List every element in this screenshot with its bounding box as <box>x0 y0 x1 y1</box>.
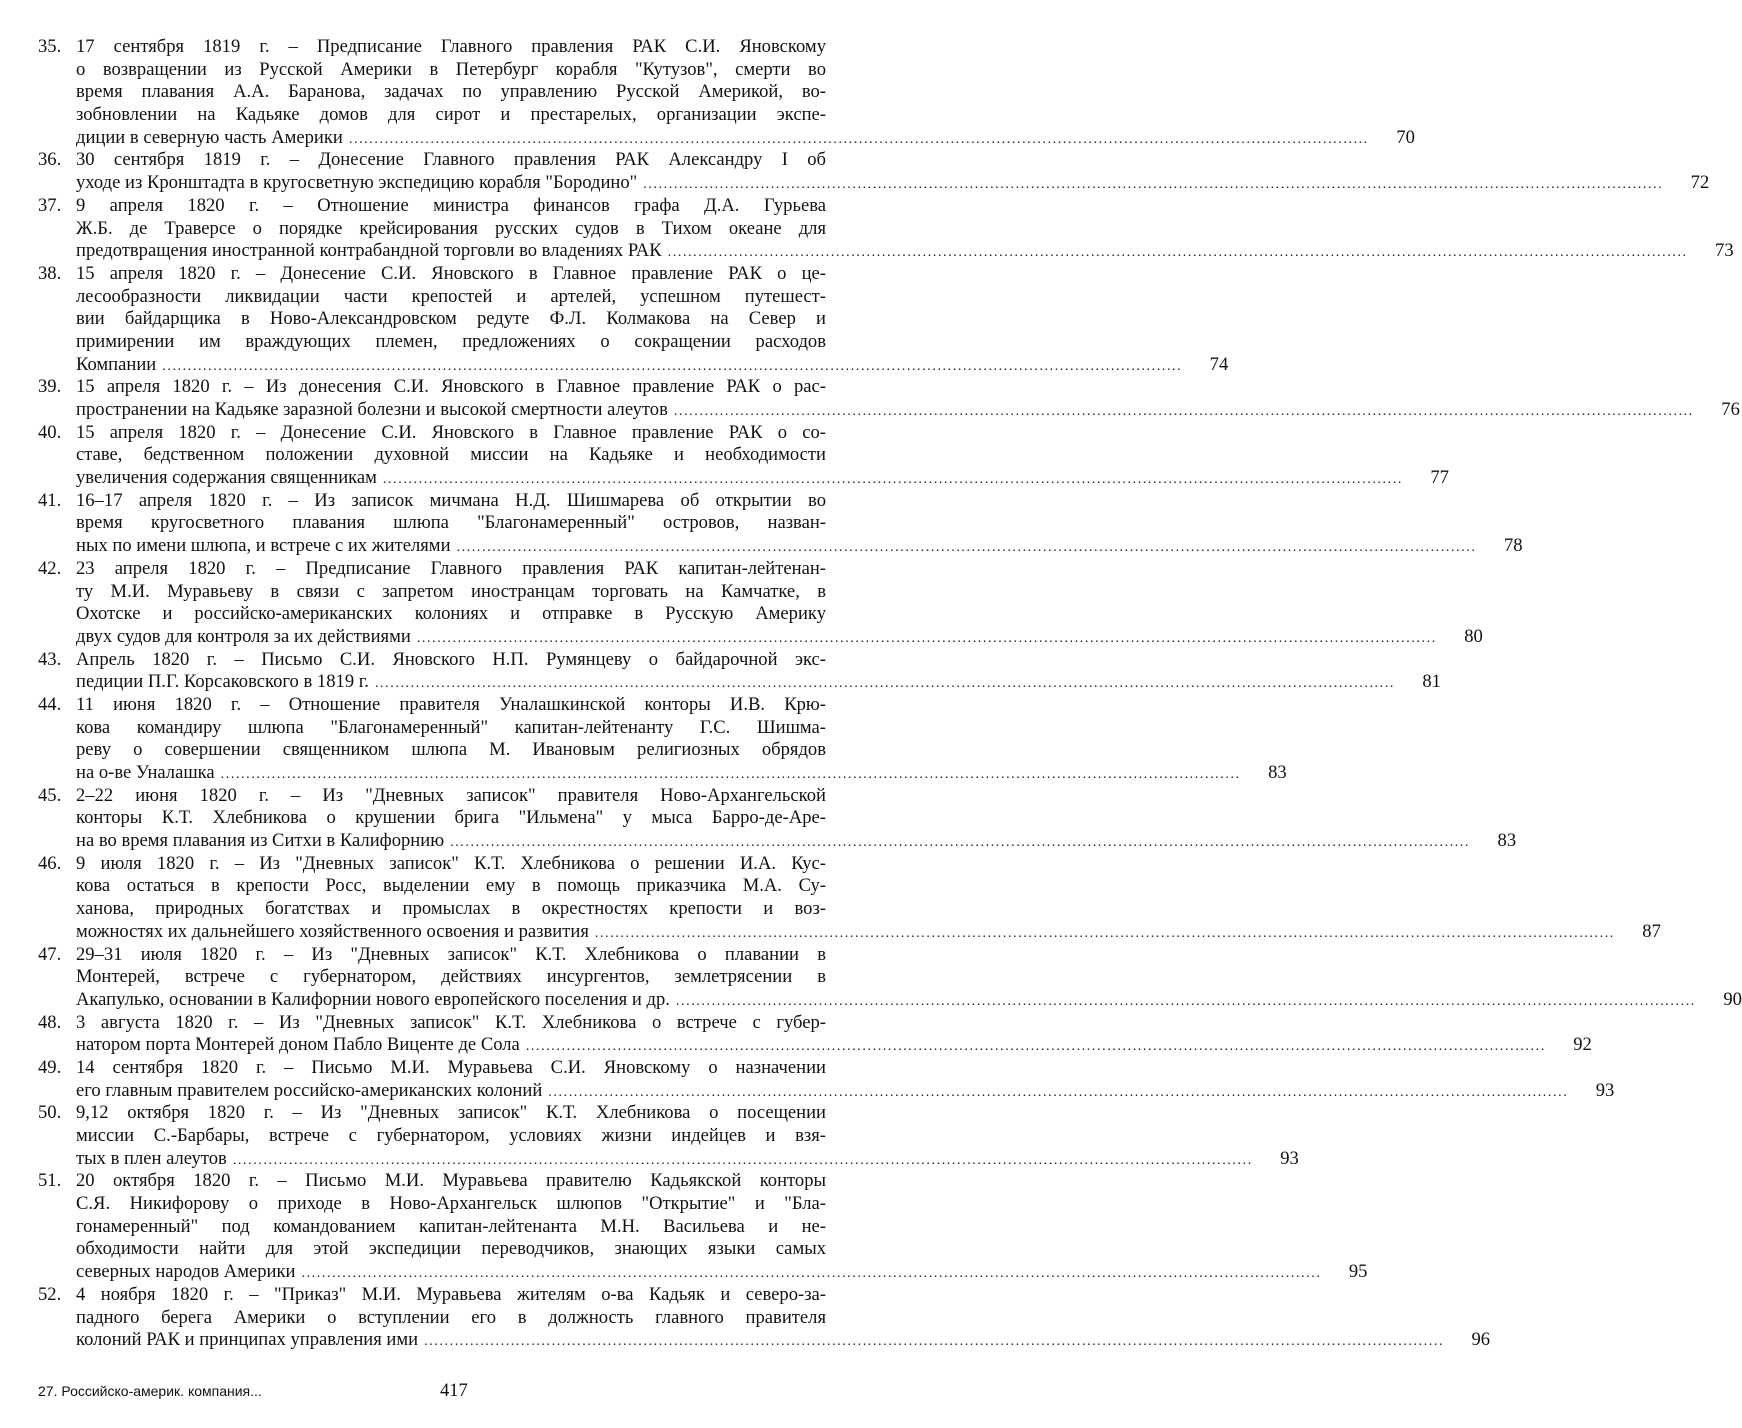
toc-entry <box>38 943 1742 1012</box>
entry-line: ту М.И. Муравьеву в связи с запретом иностранцам торговать на Камчатке, в <box>76 580 826 602</box>
entry-line: предотвращения иностранной контрабандной торговли во владениях РАК <box>76 240 662 262</box>
entry-text <box>76 421 1449 490</box>
entry-last-line <box>76 240 1734 263</box>
dot-leader: ........................................................................................................................................................................................................ <box>374 676 1395 692</box>
toc-entry <box>38 1056 1615 1102</box>
entry-line: тых в плен алеутов <box>76 1147 227 1169</box>
dot-leader: ........................................................................................................................................................................................................ <box>456 540 1477 556</box>
entry-page-number: 87 <box>1642 920 1661 942</box>
entry-page-number: 70 <box>1396 126 1415 148</box>
entry-line: уходе из Кронштадта в кругосветную экспедицию корабля "Бородино" <box>76 172 638 194</box>
entry-line: северных народов Америки <box>76 1261 296 1283</box>
dot-leader: ........................................................................................................................................................................................................ <box>675 993 1696 1009</box>
entry-line: Монтерей, встрече с губернатором, действиях инсургентов, землетрясении в <box>76 966 826 988</box>
dot-leader: ........................................................................................................................................................................................................ <box>673 404 1694 419</box>
entry-last-line <box>76 920 1661 944</box>
entry-line: 14 сентября 1820 г. – Письмо М.И. Муравьева С.И. Яновскому о назначении <box>76 1056 826 1078</box>
entry-line: падного берега Америки о вступлении его в должность главного правителя <box>76 1306 826 1328</box>
page-number: 417 <box>440 1381 468 1401</box>
table-of-contents <box>38 36 1742 1352</box>
toc-entry <box>38 194 1734 263</box>
entry-line: С.Я. Никифорову о приходе в Ново-Архангельск шлюпов "Открытие" и "Бла- <box>76 1193 826 1215</box>
entry-line: Апрель 1820 г. – Письмо С.И. Яновского Н.П. Румянцеву о байдарочной экс- <box>76 648 826 670</box>
entry-line: 3 августа 1820 г. – Из "Дневных записок" К.Т. Хлебникова о встрече с губер- <box>76 1011 826 1033</box>
entry-text <box>76 648 1441 694</box>
entry-line: на о-ве Уналашка <box>76 762 215 783</box>
entry-line: Компании <box>76 353 157 375</box>
entry-line: на во время плавания из Ситхи в Калифорнию <box>76 830 445 852</box>
entry-line: 11 июня 1820 г. – Отношение правителя Уналашкинской конторы И.В. Крю- <box>76 693 826 715</box>
toc-entry <box>38 149 1710 194</box>
entry-line: обходимости найти для этой экспедиции переводчиков, знающих языки самых <box>76 1238 826 1260</box>
entry-page-number: 83 <box>1497 830 1517 852</box>
entry-number: 38. <box>38 262 62 284</box>
entry-line: Акапулько, основании в Калифорнии нового европейского поселения и др. <box>76 988 670 1010</box>
entry-number: 46. <box>38 852 62 874</box>
entry-line: 4 ноября 1820 г. – "Приказ" М.И. Муравьева жителям о-ва Кадьяк и северо-за- <box>76 1283 826 1305</box>
entry-line: Охотске и российско-американских колониях и отправке в Русскую Америку <box>76 603 826 625</box>
entry-last-line <box>76 172 1710 195</box>
entry-page-number: 95 <box>1348 1261 1368 1283</box>
entry-page-number: 72 <box>1690 172 1710 194</box>
entry-last-line <box>76 830 1517 853</box>
entry-number: 41. <box>38 489 62 511</box>
dot-leader: ........................................................................................................................................................................................................ <box>162 358 1183 374</box>
entry-line: 30 сентября 1819 г. – Донесение Главного правления РАК Александру I об <box>76 149 826 171</box>
toc-entry <box>38 376 1740 421</box>
entry-number: 48. <box>38 1011 62 1033</box>
entry-line: зобновлении на Кадьяке домов для сирот и престарелых, организации экспе- <box>76 104 826 126</box>
dot-leader: ........................................................................................................................................................................................................ <box>348 131 1369 147</box>
toc-entry <box>38 1102 1299 1170</box>
entry-number: 49. <box>38 1056 62 1078</box>
entry-line: 16–17 апреля 1820 г. – Из записок мичмана Н.Д. Шишмарева об открытии во <box>76 489 826 511</box>
entry-line: 23 апреля 1820 г. – Предписание Главного правления РАК капитан-лейтенан- <box>76 557 826 579</box>
entry-number: 43. <box>38 648 62 670</box>
entry-last-line <box>76 988 1742 1012</box>
entry-page-number: 78 <box>1503 535 1523 557</box>
entry-last-line <box>76 762 1287 785</box>
dot-leader: ........................................................................................................................................................................................................ <box>450 835 1471 851</box>
entry-line: пространении на Кадьяке заразной болезни и высокой смертности алеутов <box>76 399 668 420</box>
entry-line: натором порта Монтерей доном Пабло Виценте де Сола <box>76 1034 520 1056</box>
dot-leader: ........................................................................................................................................................................................................ <box>667 245 1688 261</box>
entry-number: 47. <box>38 943 62 965</box>
entry-page-number: 92 <box>1573 1034 1592 1056</box>
entry-last-line <box>76 467 1449 490</box>
entry-last-line <box>76 126 1415 150</box>
entry-number: 50. <box>38 1102 62 1124</box>
entry-number: 42. <box>38 557 62 579</box>
entry-number: 35. <box>38 36 62 57</box>
entry-page-number: 73 <box>1715 240 1734 262</box>
toc-entry <box>38 1283 1491 1352</box>
dot-leader: ........................................................................................................................................................................................................ <box>232 1152 1253 1168</box>
dot-leader: ........................................................................................................................................................................................................ <box>548 1084 1569 1100</box>
entry-number: 45. <box>38 784 62 806</box>
entry-line: реву о совершении священником шлюпа М. Ивановым религиозных обрядов <box>76 739 826 761</box>
entry-line: вии байдарщика в Ново-Александровском редуте Ф.Л. Колмакова на Север и <box>76 308 826 330</box>
entry-page-number: 93 <box>1595 1079 1615 1101</box>
entry-line: время плавания А.А. Баранова, задачах по управлению Русской Америкой, во- <box>76 81 826 103</box>
entry-text <box>76 149 1710 194</box>
entry-text <box>76 693 1287 785</box>
entry-line: ханова, природных богатствах и промыслах в окрестностях крепости и воз- <box>76 898 826 920</box>
entry-number: 37. <box>38 194 62 216</box>
dot-leader: ........................................................................................................................................................................................................ <box>220 767 1241 782</box>
entry-line: можностях их дальнейшего хозяйственного освоения и развития <box>76 920 589 942</box>
entry-text <box>76 1283 1491 1352</box>
entry-line: миссии С.-Барбары, встрече с губернатором, условиях жизни индейцев и взя- <box>76 1125 826 1146</box>
entry-text <box>76 489 1523 558</box>
entry-number: 39. <box>38 376 62 398</box>
entry-line: 15 апреля 1820 г. – Донесение С.И. Яновского в Главное правление РАК о це- <box>76 262 826 284</box>
entry-line: ных по имени шлюпа, и встрече с их жителями <box>76 535 451 557</box>
toc-entry <box>38 1170 1368 1283</box>
entry-line: 17 сентября 1819 г. – Предписание Главного правления РАК С.И. Яновскому <box>76 36 826 57</box>
toc-entry <box>38 1011 1592 1057</box>
entry-page-number: 83 <box>1268 762 1287 783</box>
entry-number: 44. <box>38 693 62 715</box>
entry-line: увеличения содержания священникам <box>76 467 377 489</box>
dot-leader: ........................................................................................................................................................................................................ <box>416 630 1437 646</box>
dot-leader: ........................................................................................................................................................................................................ <box>525 1039 1546 1055</box>
entry-number: 40. <box>38 421 62 443</box>
entry-page-number: 74 <box>1209 353 1229 375</box>
entry-page-number: 90 <box>1723 988 1742 1010</box>
entry-line: кова остаться в крепости Росс, выделении ему в помощь приказчика М.А. Су- <box>76 875 826 897</box>
entry-last-line <box>76 353 1229 377</box>
toc-entry <box>38 852 1661 944</box>
entry-number: 52. <box>38 1283 62 1305</box>
entry-text <box>76 36 1415 149</box>
entry-text <box>76 262 1229 376</box>
entry-line: 29–31 июля 1820 г. – Из "Дневных записок" К.Т. Хлебникова о плавании в <box>76 943 826 965</box>
entry-page-number: 76 <box>1721 399 1740 420</box>
entry-last-line <box>76 1079 1615 1103</box>
entry-line: 15 апреля 1820 г. – Из донесения С.И. Яновского в Главное правление РАК о рас- <box>76 376 826 398</box>
entry-last-line <box>76 535 1523 558</box>
entry-line: о возвращении из Русской Америки в Петербург корабля "Кутузов", смерти во <box>76 58 826 80</box>
toc-entry <box>38 557 1483 649</box>
entry-line: 15 апреля 1820 г. – Донесение С.И. Яновского в Главное правление РАК о со- <box>76 421 826 443</box>
entry-line: ставе, бедственном положении духовной миссии на Кадьяке и необходимости <box>76 444 826 466</box>
entry-line: 9 апреля 1820 г. – Отношение министра финансов графа Д.А. Гурьева <box>76 194 826 216</box>
dot-leader: ........................................................................................................................................................................................................ <box>382 472 1403 488</box>
entry-line: 9 июля 1820 г. – Из "Дневных записок" К.Т. Хлебникова о решении И.А. Кус- <box>76 852 826 874</box>
entry-page-number: 77 <box>1430 467 1449 489</box>
entry-text <box>76 943 1742 1012</box>
printer-signature: 27. Российско-америк. компания... <box>38 1383 262 1399</box>
entry-text <box>76 1011 1592 1057</box>
entry-text <box>76 557 1483 649</box>
entry-line: примирении им враждующих племен, предложениях о сокращении расходов <box>76 330 826 352</box>
entry-last-line <box>76 1147 1299 1171</box>
entry-page-number: 81 <box>1422 671 1441 693</box>
dot-leader: ........................................................................................................................................................................................................ <box>301 1266 1322 1282</box>
entry-number: 36. <box>38 149 62 171</box>
dot-leader: ........................................................................................................................................................................................................ <box>424 1334 1445 1350</box>
entry-line: 9,12 октября 1820 г. – Из "Дневных записок" К.Т. Хлебникова о посещении <box>76 1102 826 1124</box>
entry-line: время кругосветного плавания шлюпа "Благонамеренный" островов, назван- <box>76 512 826 534</box>
entry-line: 20 октября 1820 г. – Письмо М.И. Муравьева правителю Кадьякской конторы <box>76 1170 826 1192</box>
entry-last-line <box>76 1034 1592 1057</box>
dot-leader: ........................................................................................................................................................................................................ <box>643 177 1664 193</box>
entry-text <box>76 1102 1299 1170</box>
dot-leader: ........................................................................................................................................................................................................ <box>594 925 1615 941</box>
toc-entry <box>38 693 1287 785</box>
entry-text <box>76 1056 1615 1102</box>
entry-line: Ж.Б. де Траверсе о порядке крейсирования русских судов в Тихом океане для <box>76 217 826 239</box>
entry-line: диции в северную часть Америки <box>76 126 343 148</box>
entry-last-line <box>76 671 1441 694</box>
entry-text <box>76 1170 1368 1283</box>
entry-line: 2–22 июня 1820 г. – Из "Дневных записок" правителя Ново-Архангельской <box>76 784 826 806</box>
entry-last-line <box>76 1261 1368 1284</box>
entry-page-number: 80 <box>1464 625 1483 647</box>
toc-entry <box>38 36 1415 149</box>
entry-line: его главным правителем российско-американских колоний <box>76 1079 543 1101</box>
entry-last-line <box>76 1329 1491 1352</box>
entry-line: педиции П.Г. Корсаковского в 1819 г. <box>76 671 369 693</box>
page-footer <box>38 1381 868 1407</box>
entry-line: лесообразности ликвидации части крепостей и артелей, успешном путешест- <box>76 285 826 307</box>
entry-text <box>76 376 1740 421</box>
entry-page-number: 96 <box>1471 1329 1491 1351</box>
entry-line: гонамеренный" под командованием капитан-лейтенанта М.Н. Васильева и не- <box>76 1215 826 1237</box>
entry-last-line <box>76 399 1740 422</box>
entry-line: колоний РАК и принципах управления ими <box>76 1329 419 1351</box>
entry-line: кова командиру шлюпа "Благонамеренный" капитан-лейтенанту Г.С. Шишма- <box>76 716 826 738</box>
entry-text <box>76 784 1517 853</box>
entry-line: двух судов для контроля за их действиями <box>76 625 411 647</box>
toc-entry <box>38 784 1517 853</box>
entry-page-number: 93 <box>1280 1147 1299 1169</box>
entry-number: 51. <box>38 1170 62 1192</box>
toc-entry <box>38 262 1229 376</box>
entry-text <box>76 194 1734 263</box>
toc-entry <box>38 489 1523 558</box>
toc-entry <box>38 421 1449 490</box>
toc-entry <box>38 648 1441 694</box>
entry-text <box>76 852 1661 944</box>
entry-last-line <box>76 625 1483 649</box>
entry-line: конторы К.Т. Хлебникова о крушении брига "Ильмена" у мыса Барро-де-Аре- <box>76 807 826 829</box>
